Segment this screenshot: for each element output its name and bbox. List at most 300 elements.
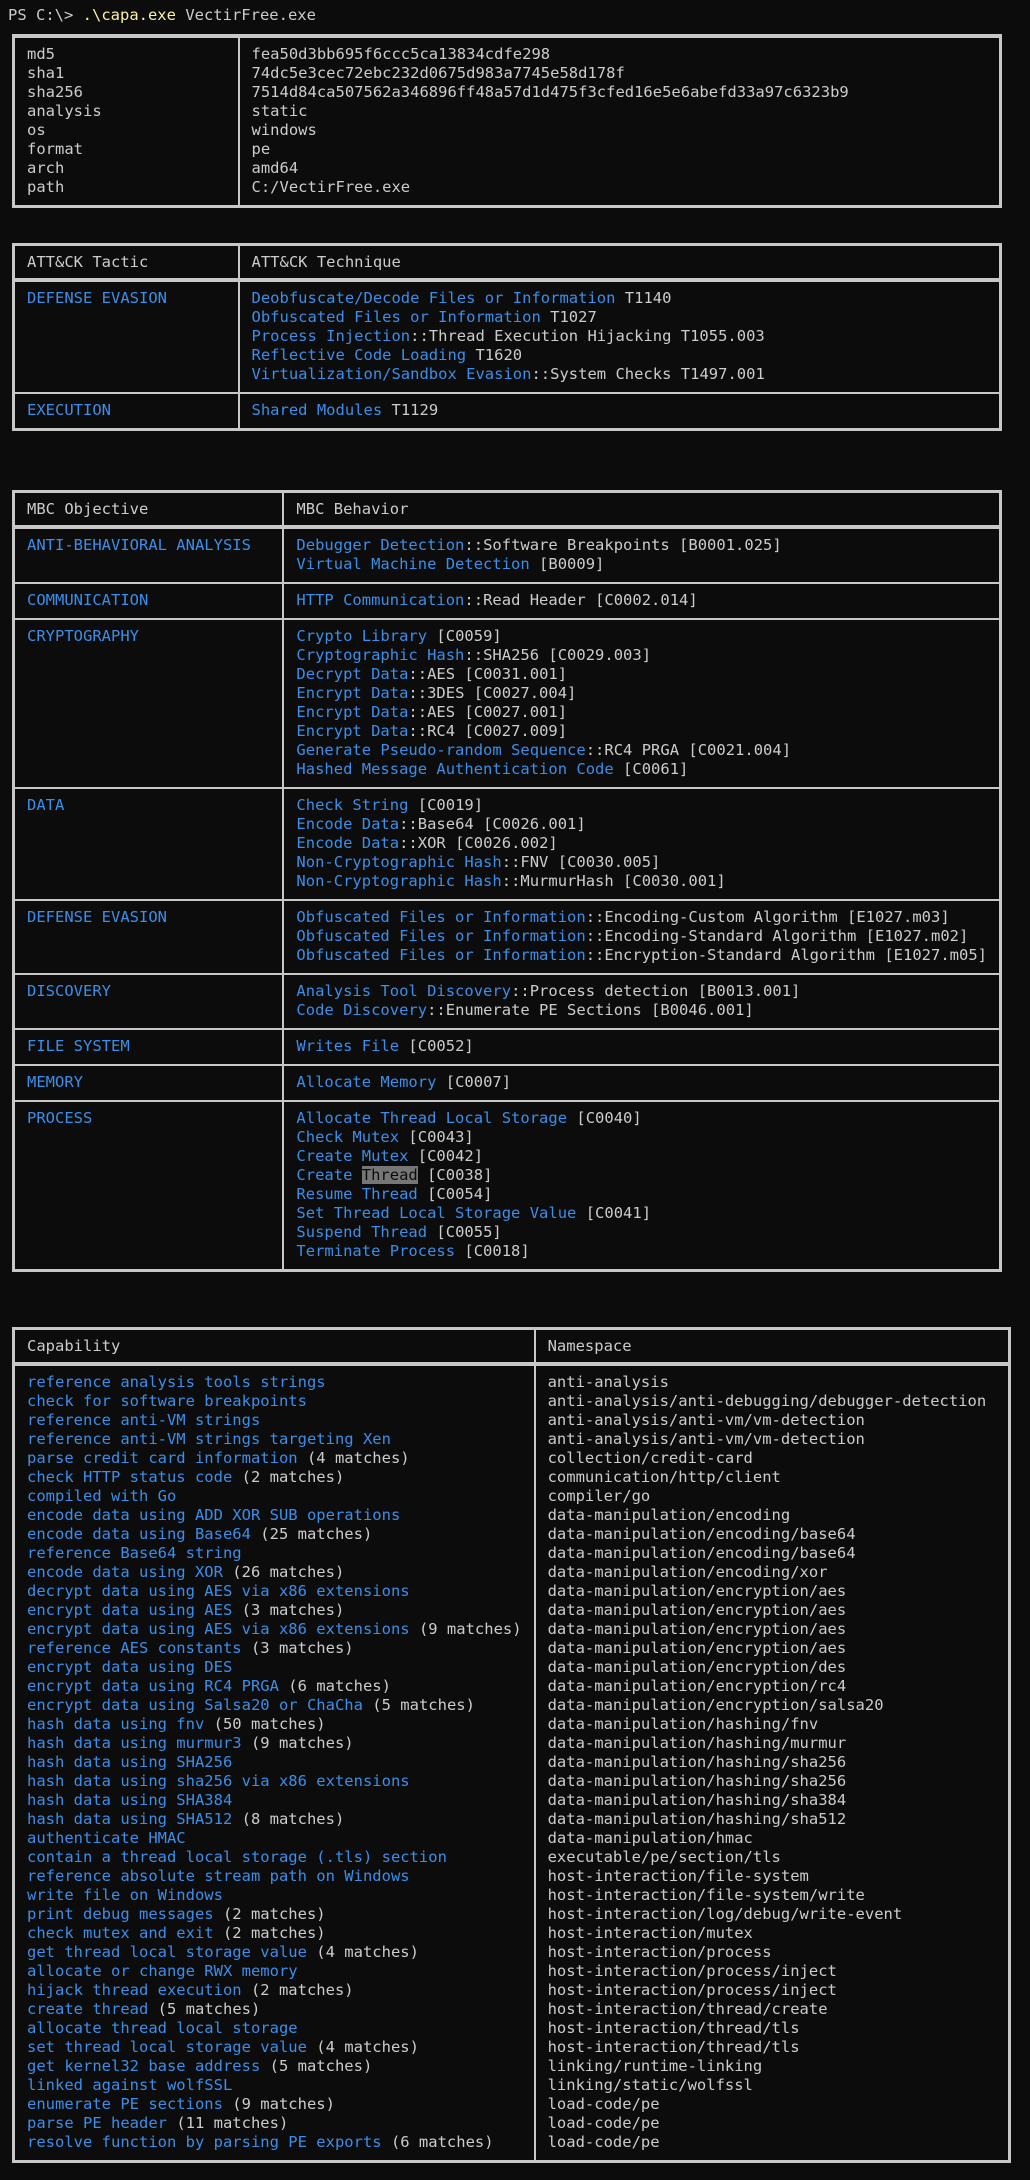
namespace-value: host-interaction/process/inject xyxy=(547,1981,837,1999)
namespace-line xyxy=(548,1525,996,1544)
mbc-item-id: [B0046.001] xyxy=(641,1001,754,1019)
attack-item-id: T1140 xyxy=(615,289,672,307)
namespace-value: linking/runtime-linking xyxy=(547,2057,763,2075)
attack-items-cell xyxy=(239,393,1001,430)
mbc-item-id: [C0052] xyxy=(399,1037,474,1055)
namespace-line xyxy=(548,2000,996,2019)
capability-matches: (25 matches) xyxy=(250,1525,373,1543)
namespace-line xyxy=(548,1487,996,1506)
mbc-item xyxy=(296,1185,987,1204)
attack-item xyxy=(252,346,988,365)
capability-matches: (2 matches) xyxy=(213,1905,326,1923)
metadata-value-line xyxy=(252,102,988,121)
mbc-item-id: [B0009] xyxy=(529,555,605,573)
mbc-item xyxy=(296,872,987,891)
metadata-key: analysis xyxy=(27,102,102,120)
mbc-item-sub: ::Read Header xyxy=(464,591,586,609)
capability-line xyxy=(27,1563,522,1582)
mbc-item xyxy=(296,536,987,555)
mbc-item-id: [E1027.m05] xyxy=(875,946,987,964)
namespace-value: communication/http/client xyxy=(547,1468,781,1486)
namespace-value: host-interaction/thread/tls xyxy=(547,2038,800,2056)
capability-name: reference Base64 string xyxy=(27,1544,242,1562)
attack-item-link: Shared Modules xyxy=(251,401,383,419)
capability-line xyxy=(27,1829,522,1848)
capability-name: linked against wolfSSL xyxy=(27,2076,233,2094)
metadata-value-line xyxy=(252,121,988,140)
namespace-line xyxy=(548,1981,996,2000)
mbc-row xyxy=(14,527,1001,583)
attack-item-id: T1497.001 xyxy=(671,365,765,383)
namespace-line xyxy=(548,1430,996,1449)
namespace-value: data-manipulation/hashing/murmur xyxy=(547,1734,847,1752)
mbc-item-id: [C0038] xyxy=(417,1166,493,1184)
capability-name: resolve function by parsing PE exports xyxy=(27,2133,382,2151)
capability-name: reference absolute stream path on Windows xyxy=(27,1867,410,1885)
metadata-key-line xyxy=(27,159,226,178)
command-text: .\capa.exe xyxy=(82,6,176,24)
mbc-item xyxy=(296,741,987,760)
namespace-line xyxy=(548,1848,996,1867)
mbc-item-link: Crypto Library xyxy=(296,627,428,645)
mbc-group-cell xyxy=(14,1101,284,1271)
metadata-value-line xyxy=(252,83,988,102)
namespace-value: data-manipulation/encoding/base64 xyxy=(547,1544,856,1562)
capability-name: set thread local storage value xyxy=(27,2038,307,2056)
namespace-value: data-manipulation/encoding/base64 xyxy=(547,1525,856,1543)
mbc-group-label: DEFENSE EVASION xyxy=(27,908,167,926)
metadata-key-line xyxy=(27,64,226,83)
attack-group-cell xyxy=(14,280,239,393)
mbc-item-sub: ::Encryption-Standard Algorithm xyxy=(585,946,876,964)
namespace-line xyxy=(548,2076,996,2095)
capability-name: allocate thread local storage xyxy=(27,2019,298,2037)
namespace-value: anti-analysis/anti-debugging/debugger-detection xyxy=(547,1392,987,1410)
capability-line xyxy=(27,1601,522,1620)
capability-name: compiled with Go xyxy=(27,1487,177,1505)
mbc-item-id: [C0007] xyxy=(436,1073,512,1091)
attack-item xyxy=(252,365,988,384)
attack-item-id: T1620 xyxy=(466,346,523,364)
metadata-value: static xyxy=(251,102,308,120)
mbc-item-link: Encode Data xyxy=(296,815,400,833)
mbc-item-sub: ::AES xyxy=(408,703,456,721)
namespace-value: host-interaction/file-system/write xyxy=(547,1886,865,1904)
mbc-item xyxy=(296,946,987,965)
capability-name: encode data using Base64 xyxy=(27,1525,251,1543)
namespace-line xyxy=(548,1715,996,1734)
mbc-item-id: [C0002.014] xyxy=(585,591,698,609)
mbc-item-sub: ::RC4 PRGA xyxy=(585,741,680,759)
capability-name: hash data using murmur3 xyxy=(27,1734,242,1752)
mbc-group-label: MEMORY xyxy=(27,1073,83,1091)
mbc-group-cell xyxy=(14,788,284,900)
mbc-item-link: Debugger Detection xyxy=(296,536,465,554)
capability-name: authenticate HMAC xyxy=(27,1829,186,1847)
command-argument: VectirFree.exe xyxy=(175,6,316,24)
mbc-item xyxy=(296,1204,987,1223)
capability-name: encrypt data using DES xyxy=(27,1658,233,1676)
attack-item-link: Deobfuscate/Decode Files or Information xyxy=(251,289,616,307)
attack-row xyxy=(14,280,1001,393)
mbc-item-link: Resume Thread xyxy=(296,1185,418,1203)
mbc-item-sub: ::Enumerate PE Sections xyxy=(427,1001,642,1019)
mbc-item-link: Create xyxy=(296,1166,362,1184)
attack-item-link: Virtualization/Sandbox Evasion xyxy=(251,365,532,383)
capability-name: check for software breakpoints xyxy=(27,1392,307,1410)
namespace-line xyxy=(548,1734,996,1753)
mbc-items-cell xyxy=(283,974,1000,1029)
capability-matches: (6 matches) xyxy=(278,1677,391,1695)
metadata-key: path xyxy=(27,178,65,196)
mbc-item xyxy=(296,684,987,703)
capability-name: encrypt data using AES via x86 extensions xyxy=(27,1620,410,1638)
mbc-group-label: ANTI-BEHAVIORAL ANALYSIS xyxy=(27,536,251,554)
attack-row xyxy=(14,393,1001,430)
attack-group-label: DEFENSE EVASION xyxy=(27,289,167,307)
metadata-key-line xyxy=(27,102,226,121)
mbc-item xyxy=(296,665,987,684)
capability-name: create thread xyxy=(27,2000,149,2018)
mbc-row xyxy=(14,1101,1001,1271)
capability-matches: (4 matches) xyxy=(306,2038,419,2056)
mbc-item xyxy=(296,853,987,872)
namespace-value: data-manipulation/encryption/rc4 xyxy=(547,1677,847,1695)
namespace-value: data-manipulation/encryption/aes xyxy=(547,1582,847,1600)
capability-line xyxy=(27,1943,522,1962)
mbc-group-label: DATA xyxy=(27,796,65,814)
namespace-line xyxy=(548,1753,996,1772)
attack-item-sub: ::System Checks xyxy=(531,365,672,383)
capability-name: reference anti-VM strings xyxy=(27,1411,261,1429)
mbc-item-sub: ::3DES xyxy=(408,684,465,702)
metadata-key: md5 xyxy=(27,45,55,63)
mbc-items-cell xyxy=(283,583,1000,619)
metadata-table xyxy=(12,34,1002,208)
mbc-item-sub: ::AES xyxy=(408,665,456,683)
mbc-item xyxy=(296,1109,987,1128)
mbc-item-link: Virtual Machine Detection xyxy=(296,555,530,573)
mbc-item-id: [C0061] xyxy=(613,760,689,778)
capability-line xyxy=(27,1449,522,1468)
mbc-group-cell xyxy=(14,527,284,583)
mbc-item-highlight: Thread xyxy=(361,1166,418,1184)
mbc-item-id: [C0042] xyxy=(408,1147,484,1165)
metadata-value: windows xyxy=(251,121,317,139)
capability-line xyxy=(27,1734,522,1753)
capability-name: get thread local storage value xyxy=(27,1943,307,1961)
capability-matches: (11 matches) xyxy=(166,2114,289,2132)
mbc-item-id: [C0019] xyxy=(408,796,484,814)
capability-matches: (26 matches) xyxy=(222,1563,345,1581)
mbc-items-cell xyxy=(283,788,1000,900)
metadata-key: os xyxy=(27,121,46,139)
capability-name: decrypt data using AES via x86 extensions xyxy=(27,1582,410,1600)
capability-line xyxy=(27,1886,522,1905)
capability-matches: (4 matches) xyxy=(297,1449,410,1467)
namespace-value: data-manipulation/hashing/sha512 xyxy=(547,1810,847,1828)
namespace-value: anti-analysis xyxy=(547,1373,669,1391)
capability-name: hash data using SHA256 xyxy=(27,1753,233,1771)
metadata-value: 74dc5e3cec72ebc232d0675d983a7745e58d178f xyxy=(251,64,625,82)
attack-item-link: Obfuscated Files or Information xyxy=(251,308,541,326)
mbc-group-label: FILE SYSTEM xyxy=(27,1037,130,1055)
mbc-item-sub: ::Process detection xyxy=(511,982,689,1000)
attack-item-link: Reflective Code Loading xyxy=(251,346,467,364)
capability-name: hash data using SHA384 xyxy=(27,1791,233,1809)
capability-matches: (9 matches) xyxy=(409,1620,522,1638)
capability-name: reference analysis tools strings xyxy=(27,1373,326,1391)
mbc-item-link: Analysis Tool Discovery xyxy=(296,982,512,1000)
mbc-item-id: [C0027.009] xyxy=(455,722,568,740)
mbc-item-id: [B0001.025] xyxy=(669,536,782,554)
mbc-item-link: Decrypt Data xyxy=(296,665,409,683)
namespace-line xyxy=(548,1601,996,1620)
capability-table xyxy=(12,1327,1011,2163)
namespace-line xyxy=(548,1563,996,1582)
mbc-item-id: [C0030.001] xyxy=(613,872,726,890)
metadata-value: C:/VectirFree.exe xyxy=(251,178,411,196)
capability-line xyxy=(27,2133,522,2152)
capability-line xyxy=(27,1753,522,1772)
mbc-item-id: [C0021.004] xyxy=(679,741,792,759)
namespace-line xyxy=(548,2114,996,2133)
mbc-items-cell xyxy=(283,1101,1000,1271)
capability-line xyxy=(27,1639,522,1658)
capability-matches: (2 matches) xyxy=(232,1468,345,1486)
attack-group-cell xyxy=(14,393,239,430)
mbc-item-link: Check String xyxy=(296,796,409,814)
metadata-key: sha1 xyxy=(27,64,65,82)
capability-matches: (5 matches) xyxy=(362,1696,475,1714)
attack-item-link: Process Injection xyxy=(251,327,411,345)
namespace-value: host-interaction/log/debug/write-event xyxy=(547,1905,903,1923)
mbc-item-id: [C0041] xyxy=(576,1204,652,1222)
capability-matches: (9 matches) xyxy=(222,2095,335,2113)
namespace-value: data-manipulation/encryption/aes xyxy=(547,1639,847,1657)
namespace-value: load-code/pe xyxy=(547,2114,660,2132)
metadata-keys xyxy=(14,36,239,207)
namespace-value: data-manipulation/hmac xyxy=(547,1829,753,1847)
mbc-item xyxy=(296,1037,987,1056)
namespace-line xyxy=(548,1905,996,1924)
namespace-line xyxy=(548,1791,996,1810)
namespace-value: host-interaction/process/inject xyxy=(547,1962,837,1980)
mbc-item xyxy=(296,646,987,665)
mbc-row xyxy=(14,583,1001,619)
mbc-group-cell xyxy=(14,900,284,974)
namespace-value: data-manipulation/encoding xyxy=(547,1506,791,1524)
metadata-value-line xyxy=(252,140,988,159)
mbc-group-label: DISCOVERY xyxy=(27,982,111,1000)
namespace-value: executable/pe/section/tls xyxy=(547,1848,781,1866)
mbc-items-cell xyxy=(283,527,1000,583)
attack-tactic-header: ATT&CK Tactic xyxy=(14,245,239,281)
metadata-key-line xyxy=(27,121,226,140)
capability-matches: (5 matches) xyxy=(260,2057,373,2075)
metadata-value: fea50d3bb695f6ccc5ca13834cdfe298 xyxy=(251,45,551,63)
mbc-group-cell xyxy=(14,619,284,788)
namespace-line xyxy=(548,2095,996,2114)
capability-line xyxy=(27,2019,522,2038)
mbc-item-id: [B0013.001] xyxy=(688,982,801,1000)
mbc-item-id: [C0040] xyxy=(567,1109,642,1127)
capability-line xyxy=(27,1962,522,1981)
namespace-header: Namespace xyxy=(535,1329,1010,1365)
capability-name: encrypt data using RC4 PRGA xyxy=(27,1677,279,1695)
mbc-item xyxy=(296,1242,987,1261)
mbc-items-cell xyxy=(283,900,1000,974)
namespace-value: data-manipulation/hashing/sha256 xyxy=(547,1772,847,1790)
mbc-group-cell xyxy=(14,583,284,619)
capability-name: parse PE header xyxy=(27,2114,167,2132)
mbc-item-id: [C0027.004] xyxy=(464,684,577,702)
capability-line xyxy=(27,2114,522,2133)
namespace-value: anti-analysis/anti-vm/vm-detection xyxy=(547,1430,865,1448)
capability-name: check mutex and exit xyxy=(27,1924,214,1942)
capability-line xyxy=(27,1848,522,1867)
attack-item-id: T1027 xyxy=(540,308,597,326)
mbc-item-sub: ::Encoding-Standard Algorithm xyxy=(585,927,857,945)
capability-line xyxy=(27,1677,522,1696)
mbc-row xyxy=(14,1065,1001,1101)
mbc-item-id: [C0029.003] xyxy=(539,646,652,664)
mbc-item-link: HTTP Communication xyxy=(296,591,465,609)
capability-line xyxy=(27,1924,522,1943)
mbc-items-cell xyxy=(283,1065,1000,1101)
mbc-group-label: PROCESS xyxy=(27,1109,93,1127)
namespace-value: host-interaction/process xyxy=(547,1943,772,1961)
metadata-values xyxy=(239,36,1001,207)
mbc-item xyxy=(296,927,987,946)
capability-name: encode data using ADD XOR SUB operations xyxy=(27,1506,401,1524)
namespace-line xyxy=(548,1962,996,1981)
mbc-item xyxy=(296,1166,987,1185)
capability-line xyxy=(27,1392,522,1411)
mbc-item-id: [C0059] xyxy=(427,627,502,645)
capability-name: enumerate PE sections xyxy=(27,2095,223,2113)
capability-name: hash data using fnv xyxy=(27,1715,205,1733)
capability-line xyxy=(27,1620,522,1639)
mbc-row xyxy=(14,619,1001,788)
namespace-value: load-code/pe xyxy=(547,2133,660,2151)
capability-name: allocate or change RWX memory xyxy=(27,1962,298,1980)
namespace-line xyxy=(548,1411,996,1430)
capability-line xyxy=(27,2000,522,2019)
capability-line xyxy=(27,1810,522,1829)
capability-name: print debug messages xyxy=(27,1905,214,1923)
mbc-item xyxy=(296,760,987,779)
mbc-items-cell xyxy=(283,1029,1000,1065)
capability-line xyxy=(27,1411,522,1430)
capability-name: encode data using XOR xyxy=(27,1563,223,1581)
namespace-value: collection/credit-card xyxy=(547,1449,753,1467)
attack-item xyxy=(252,401,988,420)
mbc-item xyxy=(296,1147,987,1166)
mbc-item xyxy=(296,1128,987,1147)
mbc-item xyxy=(296,627,987,646)
capability-name: get kernel32 base address xyxy=(27,2057,261,2075)
mbc-item-link: Obfuscated Files or Information xyxy=(296,927,586,945)
namespace-line xyxy=(548,1943,996,1962)
mbc-item-link: Create Mutex xyxy=(296,1147,409,1165)
namespace-value: linking/static/wolfssl xyxy=(547,2076,753,2094)
namespace-line xyxy=(548,1506,996,1525)
metadata-value: amd64 xyxy=(251,159,299,177)
mbc-item-id: [C0055] xyxy=(427,1223,502,1241)
mbc-item-link: Suspend Thread xyxy=(296,1223,428,1241)
capability-matches: (2 matches) xyxy=(241,1981,354,1999)
namespace-line xyxy=(548,1373,996,1392)
capability-line xyxy=(27,1696,522,1715)
capability-name: parse credit card information xyxy=(27,1449,298,1467)
capability-matches: (3 matches) xyxy=(241,1639,354,1657)
namespace-value: host-interaction/thread/create xyxy=(547,2000,828,2018)
namespace-value: host-interaction/file-system xyxy=(547,1867,809,1885)
namespace-value: data-manipulation/encoding/xor xyxy=(547,1563,828,1581)
mbc-item xyxy=(296,1073,987,1092)
namespace-line xyxy=(548,2038,996,2057)
capability-name: hash data using sha256 via x86 extensions xyxy=(27,1772,410,1790)
capability-line xyxy=(27,1791,522,1810)
mbc-item-id: [C0026.002] xyxy=(445,834,558,852)
mbc-item-link: Obfuscated Files or Information xyxy=(296,946,586,964)
mbc-item-id: [C0026.001] xyxy=(473,815,586,833)
capability-matches: (3 matches) xyxy=(232,1601,345,1619)
mbc-item-link: Allocate Memory xyxy=(296,1073,437,1091)
capability-name: encrypt data using Salsa20 or ChaCha xyxy=(27,1696,363,1714)
capability-name: hash data using SHA512 xyxy=(27,1810,233,1828)
namespace-value: host-interaction/mutex xyxy=(547,1924,753,1942)
metadata-key: format xyxy=(27,140,83,158)
prompt-label: PS C:\> xyxy=(8,6,83,24)
mbc-item-id: [C0018] xyxy=(455,1242,530,1260)
capability-matches: (50 matches) xyxy=(204,1715,326,1733)
attack-item-sub: ::Thread Execution Hijacking xyxy=(410,327,672,345)
namespace-line xyxy=(548,1696,996,1715)
namespace-line xyxy=(548,2057,996,2076)
mbc-group-label: COMMUNICATION xyxy=(27,591,149,609)
mbc-item xyxy=(296,908,987,927)
metadata-key: arch xyxy=(27,159,65,177)
namespace-value: load-code/pe xyxy=(547,2095,660,2113)
capability-matches: (2 matches) xyxy=(213,1924,326,1942)
mbc-row xyxy=(14,900,1001,974)
mbc-item-id: [E1027.m02] xyxy=(856,927,969,945)
capability-matches: (9 matches) xyxy=(241,1734,354,1752)
capability-name: reference anti-VM strings targeting Xen xyxy=(27,1430,391,1448)
namespace-line xyxy=(548,1468,996,1487)
namespace-value: host-interaction/thread/tls xyxy=(547,2019,800,2037)
mbc-objective-header: MBC Objective xyxy=(14,492,284,528)
mbc-item-link: Cryptographic Hash xyxy=(296,646,465,664)
mbc-item-link: Encode Data xyxy=(296,834,400,852)
mbc-item-link: Encrypt Data xyxy=(296,703,409,721)
mbc-item xyxy=(296,982,987,1001)
namespace-line xyxy=(548,1582,996,1601)
namespace-line xyxy=(548,2019,996,2038)
capability-line xyxy=(27,1981,522,2000)
capability-name: contain a thread local storage (.tls) section xyxy=(27,1848,447,1866)
mbc-behavior-header: MBC Behavior xyxy=(283,492,1000,528)
metadata-value: 7514d84ca507562a346896ff48a57d1d475f3cfed16e5e6abefd33a97c6323b9 xyxy=(251,83,849,101)
namespace-line xyxy=(548,1886,996,1905)
mbc-group-cell xyxy=(14,974,284,1029)
attack-items-cell xyxy=(239,280,1001,393)
namespace-line xyxy=(548,1772,996,1791)
capability-line xyxy=(27,1506,522,1525)
namespace-value: data-manipulation/encryption/aes xyxy=(547,1601,847,1619)
